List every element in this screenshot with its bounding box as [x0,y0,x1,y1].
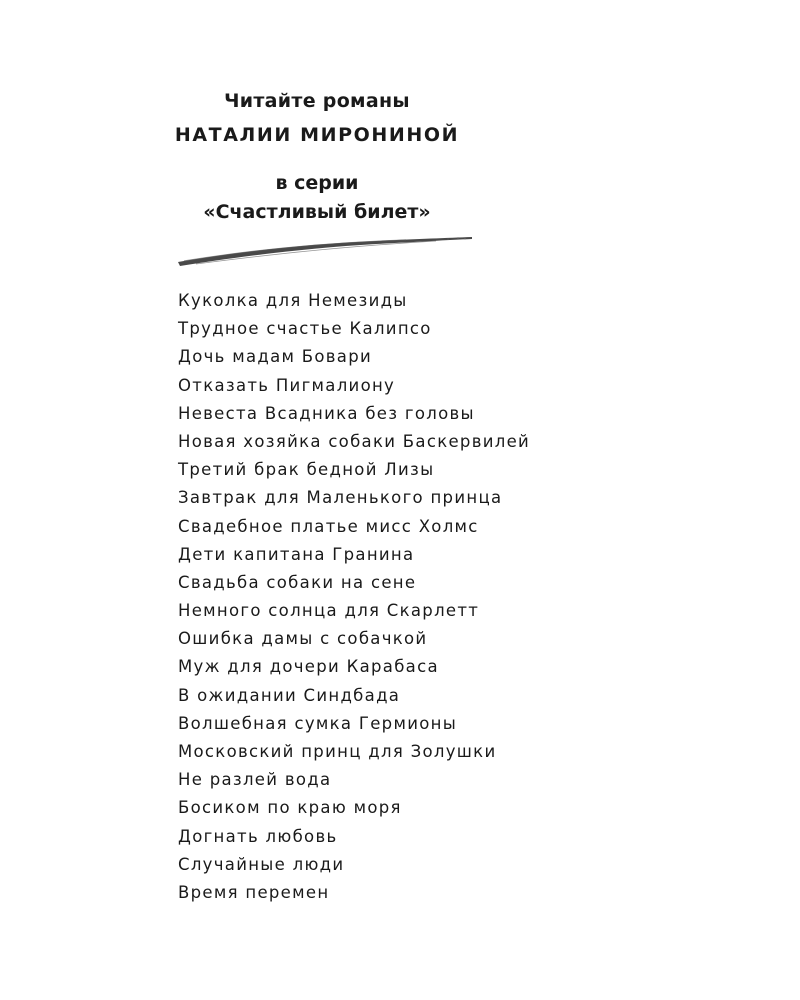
brush-stroke-divider [176,230,476,270]
book-title: Случайные люди [178,854,345,874]
book-title: Московский принц для Золушки [178,742,497,761]
book-title: Трудное счастье Калипсо [178,319,432,339]
book-title: Отказать Пигмалиону [178,375,396,395]
book-title: Невеста Всадника без головы [178,403,475,423]
book-title: Ошибка дамы с собачкой [178,629,428,649]
header-lead: Читайте романы [224,90,410,112]
book-title: Свадебное платье мисс Холмс [178,516,479,536]
book-title: Дети капитана Гранина [178,544,415,564]
book-title: Дочь мадам Бовари [178,347,373,367]
book-title: Свадьба собаки на сене [178,572,417,592]
book-title: Волшебная сумка Гермионы [178,713,458,733]
series-header [160,88,474,225]
author-name: НАТАЛИИ МИРОНИНОЙ [174,124,460,146]
book-title: Новая хозяйка собаки Баскервилей [178,431,531,451]
series-name: «Счастливый билет» [203,201,431,223]
book-title: Третий брак бедной Лизы [178,460,435,480]
book-title: Не разлей вода [178,770,332,790]
book-title: Завтрак для Маленького принца [178,488,503,508]
book-title-list [178,287,530,907]
book-title: Время перемен [178,882,330,902]
series-prefix: в серии [275,172,359,194]
book-title: Куколка для Немезиды [178,291,408,310]
book-title: Босиком по краю моря [178,798,402,818]
book-title: В ожидании Синдбада [178,685,401,705]
book-title: Муж для дочери Карабаса [178,657,439,677]
book-title: Догнать любовь [178,826,338,846]
book-title: Немного солнца для Скарлетт [178,601,480,621]
